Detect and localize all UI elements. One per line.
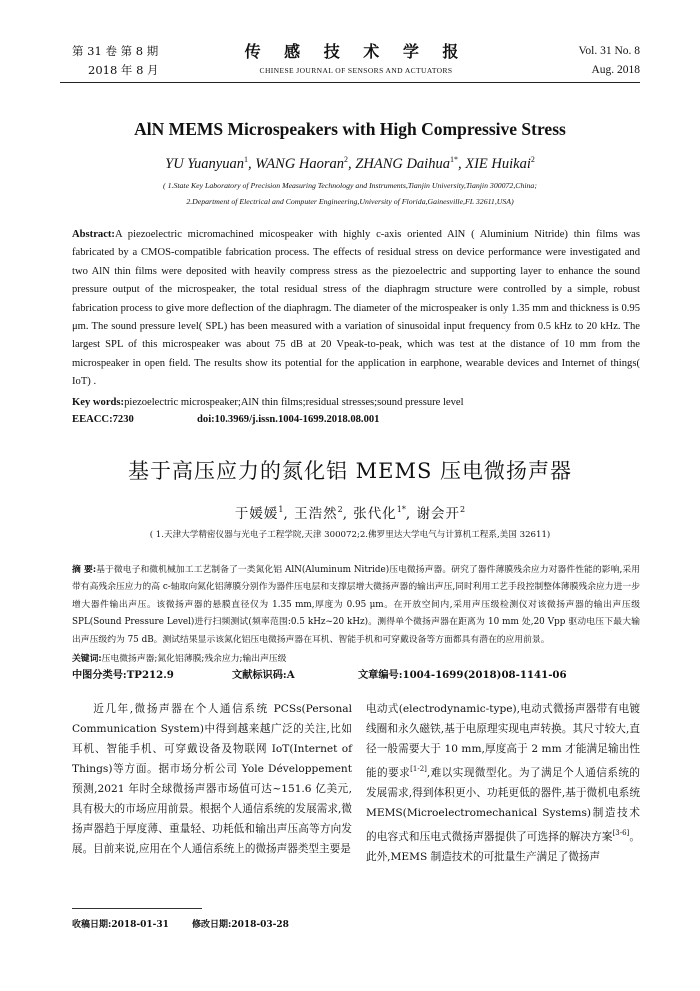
english-abstract	[72, 226, 640, 392]
received-date: 收稿日期:2018-01-31	[72, 920, 169, 930]
author-name: 于媛媛	[234, 506, 279, 522]
body-text: 。此外,MEMS 制造技术的可批量生产满足了微扬声	[366, 831, 641, 863]
author-name: 王浩然	[294, 506, 338, 522]
author-mark: 2	[337, 505, 343, 514]
volume-issue-cn: 第 31 卷 第 8 期	[72, 44, 159, 58]
chinese-authors: 于媛媛$^1$, 王浩然$^2$, 张代化$^{1*}$, 谢会开$^2$	[234, 505, 466, 522]
citation-link[interactable]: [1-2]	[410, 765, 427, 773]
english-affiliation-1: ( 1.State Key Laboratory of Precision Measuring Technology and Instruments,Tianjin University,Tianjin 300072,China;	[163, 181, 537, 190]
eeacc-code: EEACC:7230	[72, 414, 134, 425]
running-header	[72, 42, 640, 92]
author-name: 谢会开	[416, 506, 460, 522]
journal-name-cn: 传 感 技 术 学 报	[244, 42, 468, 61]
abstract-label: 摘 要:	[72, 565, 97, 575]
header-rule	[60, 82, 640, 83]
body-column-left	[72, 699, 352, 859]
author-mark: 2	[530, 155, 535, 164]
chinese-keywords	[72, 651, 640, 668]
author-name: YU Yuanyuan	[165, 156, 244, 172]
author-mark: 1	[278, 505, 284, 514]
english-authors: YU Yuanyuan$^1$, WANG Haoran$^2$, ZHANG Daihua$^{1*}$, XIE Huikai$^2$	[165, 155, 535, 172]
doi-link[interactable]: doi:10.3969/j.issn.1004-1699.2018.08.001	[197, 414, 380, 425]
chinese-affiliation: ( 1.天津大学精密仪器与光电子工程学院,天津 300072;2.佛罗里达大学电气与计算机工程系,美国 32611)	[149, 530, 551, 540]
body-text: ,难以实现微型化。为了满足个人通信系统的发展需求,得到体积更小、功耗更低的器件,基于微机电系统 MEMS(Microelectromechanical Systems)制造技术的电容式和压电式微扬声器提供了可选择的解决方案	[366, 767, 640, 843]
abstract-label: Abstract:	[72, 229, 115, 240]
volume-issue-en: Vol. 31 No. 8	[578, 45, 640, 57]
abstract-text: A piezoelectric micromachined micospeaker with highly c-axis oriented AlN ( Aluminium Nitride) thin films was fabricated by a CMOS-compatible fabrication process. The effects of residual stress on device performance were investigated and two AlN thin films were deposited with heavily compress stress as the piezoelectric and supporting layer to enhance the sound pressure output of the microspeaker, the total residual stress of the diaphragm structure were controlled by a simple, robust fabrication process to give more deflection of the diaphragm. The diameter of the microspeaker is only 1.35 mm and thickness is 0.95 μm. The sound pressure level( SPL) has been measured with a variation of sinusoidal input frequency from 0.5 kHz to 20 kHz. The largest SPL of this microspeaker was about 75 dB at 20 Vpeak-to-peak, which was test at the distance of 10 mm from the microspeaker in open field. The results show its potential for the application in earphone, wearable devices and Internet of things( IoT) .	[72, 229, 640, 388]
date-cn: 2018 年 8 月	[88, 63, 159, 77]
english-keywords	[72, 394, 640, 412]
body-paragraph: 近几年,微扬声器在个人通信系统 PCSs(Personal Communication System)中得到越来越广泛的关注,比如耳机、智能手机、可穿戴设备及物联网 IoT(Internet of Things)等方面。据市场分析公司 Yole Développement 预测,2021 年时全球微扬声器市场值可达~151.6 亿美元,具有极大的市场应用前景。根据个人通信系统的发展需求,微扬声器趋于厚度薄、重量轻、功耗低和输出声压高等方向发展。目前来说,应用在个人通信系统上的微扬声器类型主要是	[72, 703, 352, 855]
document-code: 文献标识码:A	[232, 669, 295, 681]
clc-number: 中图分类号:TP212.9	[72, 669, 174, 681]
chinese-title: 基于高压应力的氮化铝 MEMS 压电微扬声器	[127, 459, 573, 483]
author-mark: 2	[344, 155, 349, 164]
author-name: XIE Huikai	[465, 156, 531, 172]
footnote-dates	[72, 917, 309, 930]
header-volume-en	[579, 42, 640, 80]
keywords-label: 关键词:	[72, 654, 102, 664]
body-text: 电动式(electrodynamic-type),电动式微扬声器带有电镀线圈和永久磁铁,基于电原理实现电声转换。其尺寸较大,直径一般需要大于 10 mm,厚度高于 2 mm 才能满足输出性能的要求	[366, 703, 640, 779]
author-name: WANG Haoran	[255, 156, 345, 172]
body-column-right	[366, 699, 640, 867]
author-mark: 2	[459, 505, 466, 514]
author-mark: 1	[243, 155, 248, 164]
footnote-rule	[72, 908, 202, 909]
keywords-text: 压电微扬声器;氮化铝薄膜;残余应力;输出声压级	[101, 654, 287, 664]
english-title: AlN MEMS Microspeakers with High Compressive Stress	[134, 119, 566, 139]
journal-name-en: CHINESE JOURNAL OF SENSORS AND ACTUATORS	[259, 66, 453, 75]
author-mark: 1*	[449, 155, 458, 164]
keywords-text: piezoelectric microspeaker;AlN thin films;residual stresses;sound pressure level	[124, 397, 464, 408]
english-affiliation-2: 2.Department of Electrical and Computer Engineering,University of Florida,Gainesville,FL 32611,USA)	[186, 197, 514, 206]
chinese-abstract	[72, 562, 640, 649]
abstract-text: 基于微电子和微机械加工工艺制备了一类氮化铝 AlN(Aluminum Nitride)压电微扬声器。研究了器件薄膜残余应力对器件性能的影响,采用带有高残余压应力的高 c-轴取向氮化铝薄膜分别作为器件压电层和支撑层增大微扬声器的输出声压,同时利用工艺手段控制整体薄膜残余应力进一步增大器件输出声压。该微扬声器的悬膜直径仅为 1.35 mm,厚度为 0.95 μm。在开放空间内,采用声压级检测仪对该微扬声器的输出声压级 SPL(Sound Pressure Level)进行扫频测试(频率范围:0.5 kHz~20 kHz)。测得单个微扬声器在距离为 10 mm 处,20 Vpp 驱动电压下最大输出声压级约为 75 dB。测试结果显示该氮化铝压电微扬声器在耳机、智能手机和可穿戴设备等方面都具有潜在的应用前景。	[72, 565, 641, 645]
author-mark: 1*	[396, 505, 406, 514]
revised-date: 修改日期:2018-03-28	[192, 920, 289, 930]
keywords-label: Key words:	[72, 397, 125, 408]
article-number: 文章编号:1004-1699(2018)08-1141-06	[358, 669, 567, 681]
body-paragraph	[366, 699, 640, 867]
classification-doi	[72, 411, 640, 429]
date-en: Aug. 2018	[591, 64, 640, 76]
author-name: ZHANG Daihua	[355, 156, 450, 172]
author-name: 张代化	[353, 506, 397, 522]
citation-link[interactable]: [3-6]	[612, 829, 630, 837]
journal-masthead	[72, 42, 640, 80]
